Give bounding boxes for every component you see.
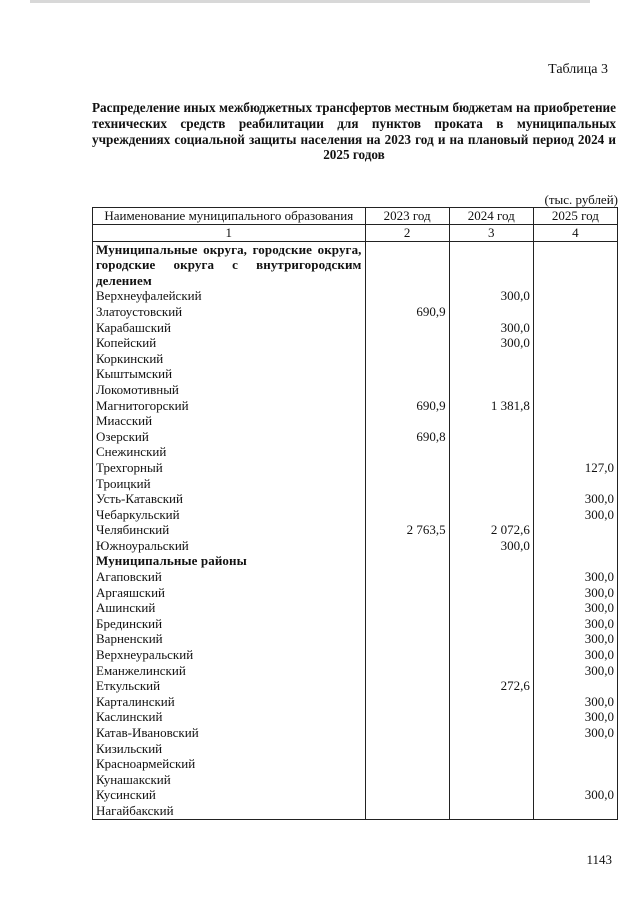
column-number: 3 — [449, 225, 533, 242]
value-2024: 300,0 — [449, 335, 533, 351]
value-2023 — [365, 460, 449, 476]
value-2025 — [533, 351, 617, 367]
municipality-name: Агаповский — [93, 569, 366, 585]
value-2024 — [449, 803, 533, 819]
value-2024: 1 381,8 — [449, 398, 533, 414]
header-name: Наименование муниципального образования — [93, 208, 366, 225]
value-2023 — [365, 787, 449, 803]
table-row — [93, 491, 618, 507]
value-2023 — [365, 413, 449, 429]
value-2025 — [533, 678, 617, 694]
table-body — [93, 241, 618, 819]
table-row — [93, 444, 618, 460]
value-2023 — [365, 647, 449, 663]
value-2025 — [533, 538, 617, 554]
municipality-name: Коркинский — [93, 351, 366, 367]
value-2025 — [533, 772, 617, 788]
value-2024 — [449, 600, 533, 616]
document-title: Распределение иных межбюджетных трансфертов местным бюджетам на приобретение технических средств реабилитации для пунктов проката в муниципальных учреждениях социальной защиты населения на 2023 год и на плановый период 2024 и 2025 годов — [92, 100, 616, 163]
column-number: 1 — [93, 225, 366, 242]
municipality-name: Златоустовский — [93, 304, 366, 320]
value-2025 — [533, 398, 617, 414]
value-2023 — [365, 241, 449, 288]
table-row — [93, 413, 618, 429]
value-2024 — [449, 647, 533, 663]
municipality-name: Нагайбакский — [93, 803, 366, 819]
value-2024 — [449, 787, 533, 803]
table-row — [93, 569, 618, 585]
municipality-name: Кусинский — [93, 787, 366, 803]
units-label: (тыс. рублей) — [544, 192, 618, 207]
value-2024 — [449, 725, 533, 741]
value-2024 — [449, 429, 533, 445]
value-2025 — [533, 335, 617, 351]
value-2023 — [365, 585, 449, 601]
value-2023: 690,9 — [365, 398, 449, 414]
value-2025: 300,0 — [533, 491, 617, 507]
municipality-name: Магнитогорский — [93, 398, 366, 414]
municipality-name: Еткульский — [93, 678, 366, 694]
municipality-name: Муниципальные районы — [93, 553, 366, 569]
municipality-name: Муниципальные округа, городские округа, городские округа с внутригородским делением — [93, 241, 366, 288]
value-2023 — [365, 351, 449, 367]
value-2025 — [533, 522, 617, 538]
municipality-name: Кыштымский — [93, 366, 366, 382]
value-2025 — [533, 756, 617, 772]
table-row — [93, 756, 618, 772]
value-2025 — [533, 320, 617, 336]
table-row — [93, 366, 618, 382]
municipality-name: Катав-Ивановский — [93, 725, 366, 741]
column-number-row — [93, 225, 618, 242]
municipality-name: Трехгорный — [93, 460, 366, 476]
value-2024 — [449, 709, 533, 725]
value-2025 — [533, 476, 617, 492]
value-2025 — [533, 429, 617, 445]
value-2024: 272,6 — [449, 678, 533, 694]
group-header-row — [93, 553, 618, 569]
municipality-name: Троицкий — [93, 476, 366, 492]
municipality-name: Копейский — [93, 335, 366, 351]
table-row — [93, 600, 618, 616]
municipality-name: Миасский — [93, 413, 366, 429]
municipality-name: Ашинский — [93, 600, 366, 616]
table-row — [93, 678, 618, 694]
table-row — [93, 288, 618, 304]
value-2025: 300,0 — [533, 694, 617, 710]
table-row — [93, 787, 618, 803]
municipality-name: Верхнеуфалейский — [93, 288, 366, 304]
municipality-name: Челябинский — [93, 522, 366, 538]
value-2023 — [365, 491, 449, 507]
value-2024: 300,0 — [449, 320, 533, 336]
value-2024 — [449, 756, 533, 772]
value-2023 — [365, 600, 449, 616]
value-2023 — [365, 631, 449, 647]
table-row — [93, 585, 618, 601]
group-header-row — [93, 241, 618, 288]
value-2023 — [365, 709, 449, 725]
municipality-name: Каслинский — [93, 709, 366, 725]
value-2023 — [365, 553, 449, 569]
value-2025 — [533, 803, 617, 819]
value-2024 — [449, 663, 533, 679]
value-2025 — [533, 413, 617, 429]
value-2023: 690,8 — [365, 429, 449, 445]
value-2024 — [449, 304, 533, 320]
value-2023 — [365, 741, 449, 757]
value-2024 — [449, 585, 533, 601]
municipality-name: Верхнеуральский — [93, 647, 366, 663]
value-2023 — [365, 756, 449, 772]
value-2025 — [533, 382, 617, 398]
value-2023 — [365, 663, 449, 679]
value-2025 — [533, 553, 617, 569]
municipality-name: Локомотивный — [93, 382, 366, 398]
table-row — [93, 522, 618, 538]
municipality-name: Усть-Катавский — [93, 491, 366, 507]
table-row — [93, 335, 618, 351]
value-2025 — [533, 241, 617, 288]
value-2024 — [449, 444, 533, 460]
value-2024: 2 072,6 — [449, 522, 533, 538]
value-2025 — [533, 304, 617, 320]
municipality-name: Аргаяшский — [93, 585, 366, 601]
table-row — [93, 694, 618, 710]
value-2024 — [449, 476, 533, 492]
value-2024 — [449, 351, 533, 367]
value-2024 — [449, 460, 533, 476]
value-2025: 300,0 — [533, 631, 617, 647]
value-2024 — [449, 694, 533, 710]
table-label: Таблица 3 — [548, 62, 608, 77]
value-2023 — [365, 694, 449, 710]
page-number: 1143 — [586, 852, 612, 867]
value-2024 — [449, 553, 533, 569]
municipality-name: Красноармейский — [93, 756, 366, 772]
header-2023: 2023 год — [365, 208, 449, 225]
table-row — [93, 725, 618, 741]
value-2025 — [533, 444, 617, 460]
municipality-name: Озерский — [93, 429, 366, 445]
value-2023 — [365, 476, 449, 492]
value-2023 — [365, 366, 449, 382]
value-2023 — [365, 803, 449, 819]
value-2023 — [365, 507, 449, 523]
table-row — [93, 538, 618, 554]
value-2025: 300,0 — [533, 585, 617, 601]
value-2023 — [365, 772, 449, 788]
value-2024 — [449, 366, 533, 382]
table-row — [93, 803, 618, 819]
municipality-name: Снежинский — [93, 444, 366, 460]
value-2024 — [449, 382, 533, 398]
municipality-name: Варненский — [93, 631, 366, 647]
table-row — [93, 320, 618, 336]
municipality-name: Еманжелинский — [93, 663, 366, 679]
value-2025: 300,0 — [533, 507, 617, 523]
value-2025: 300,0 — [533, 725, 617, 741]
value-2025: 300,0 — [533, 616, 617, 632]
value-2025: 300,0 — [533, 647, 617, 663]
table-row — [93, 647, 618, 663]
value-2024: 300,0 — [449, 288, 533, 304]
value-2025: 300,0 — [533, 787, 617, 803]
value-2023 — [365, 444, 449, 460]
municipality-name: Карталинский — [93, 694, 366, 710]
value-2025 — [533, 288, 617, 304]
table-row — [93, 429, 618, 445]
table-row — [93, 616, 618, 632]
value-2024 — [449, 616, 533, 632]
value-2024 — [449, 741, 533, 757]
value-2025: 300,0 — [533, 569, 617, 585]
column-number: 4 — [533, 225, 617, 242]
value-2025 — [533, 741, 617, 757]
distribution-table — [92, 207, 618, 820]
value-2024 — [449, 569, 533, 585]
value-2023 — [365, 616, 449, 632]
value-2023 — [365, 538, 449, 554]
table-row — [93, 631, 618, 647]
value-2025 — [533, 366, 617, 382]
value-2024 — [449, 507, 533, 523]
value-2023: 2 763,5 — [365, 522, 449, 538]
municipality-name: Чебаркульский — [93, 507, 366, 523]
value-2025: 300,0 — [533, 600, 617, 616]
value-2025: 300,0 — [533, 709, 617, 725]
value-2023 — [365, 320, 449, 336]
value-2023 — [365, 725, 449, 741]
table-row — [93, 663, 618, 679]
municipality-name: Брединский — [93, 616, 366, 632]
value-2024 — [449, 491, 533, 507]
scan-top-edge — [30, 0, 590, 3]
value-2023 — [365, 678, 449, 694]
value-2025: 300,0 — [533, 663, 617, 679]
value-2023: 690,9 — [365, 304, 449, 320]
value-2023 — [365, 569, 449, 585]
value-2024: 300,0 — [449, 538, 533, 554]
municipality-name: Южноуральский — [93, 538, 366, 554]
value-2024 — [449, 241, 533, 288]
table-row — [93, 398, 618, 414]
value-2025: 127,0 — [533, 460, 617, 476]
table-row — [93, 772, 618, 788]
table-row — [93, 709, 618, 725]
table-row — [93, 351, 618, 367]
value-2024 — [449, 631, 533, 647]
municipality-name: Кизильский — [93, 741, 366, 757]
value-2023 — [365, 288, 449, 304]
table-row — [93, 476, 618, 492]
header-2025: 2025 год — [533, 208, 617, 225]
table-row — [93, 507, 618, 523]
table-row — [93, 741, 618, 757]
table-row — [93, 382, 618, 398]
header-2024: 2024 год — [449, 208, 533, 225]
column-number: 2 — [365, 225, 449, 242]
header-row — [93, 208, 618, 225]
value-2024 — [449, 413, 533, 429]
table-row — [93, 460, 618, 476]
value-2024 — [449, 772, 533, 788]
value-2023 — [365, 382, 449, 398]
table-row — [93, 304, 618, 320]
municipality-name: Кунашакский — [93, 772, 366, 788]
value-2023 — [365, 335, 449, 351]
municipality-name: Карабашский — [93, 320, 366, 336]
